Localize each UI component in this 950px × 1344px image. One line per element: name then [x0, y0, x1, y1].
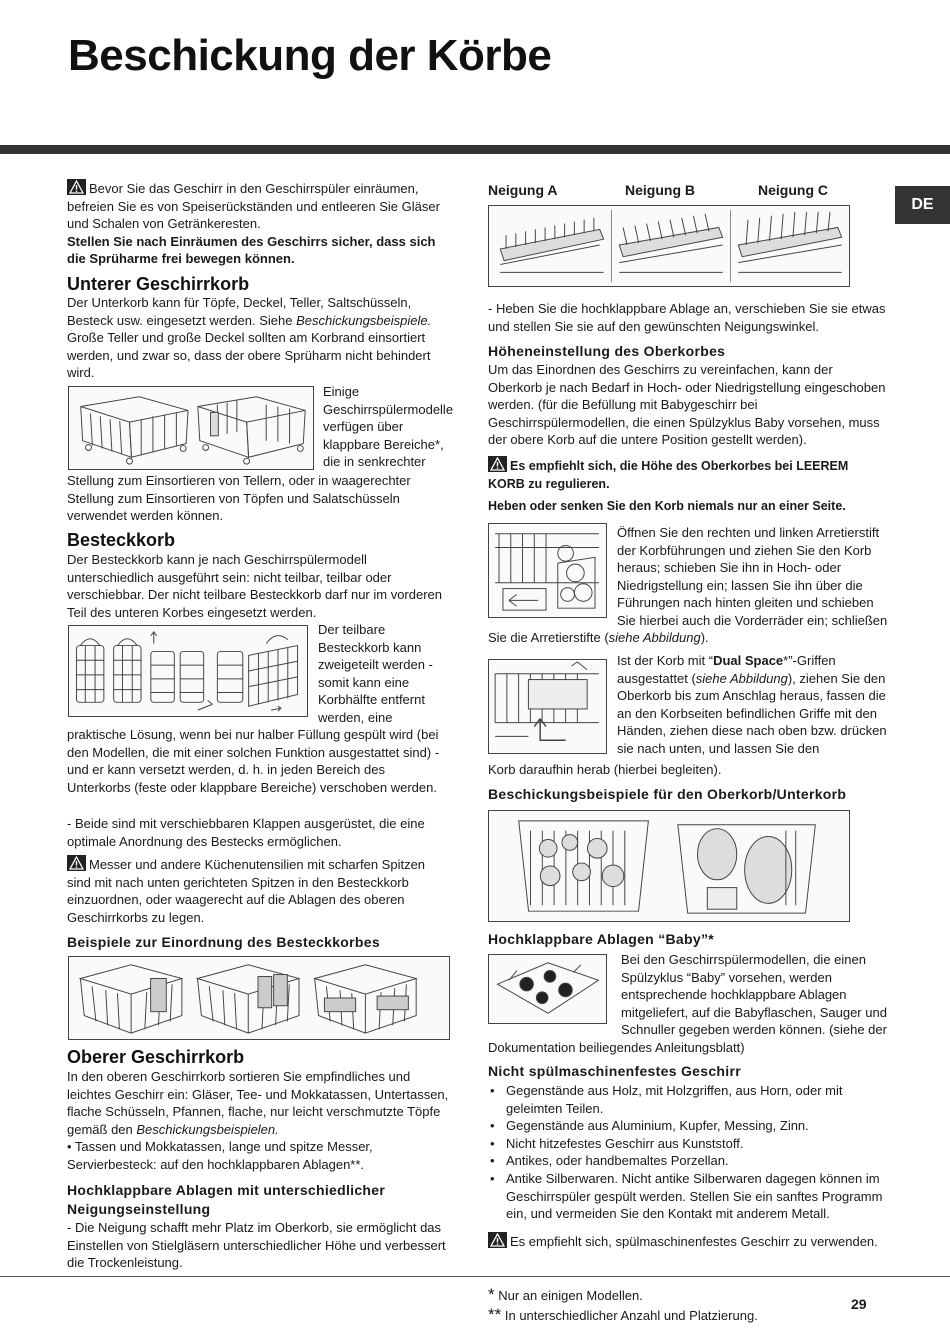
heading-beispiele: Beispiele zur Einordnung des Besteckkorbes	[67, 934, 380, 950]
warning-icon	[488, 1232, 507, 1248]
language-tab: DE	[895, 186, 950, 224]
besteckkorb-illustration	[69, 626, 307, 716]
besteck-cont: praktische Lösung, wenn bei nur halber Füllung gespült wird (bei den Modellen, die mit einer solchen Funktion ausgestattet sind) - und er kann versetzt werden, d. h. in jeden Bereich des Unterkorbs (feste oder klappbare Bereiche) verschoben werden.	[67, 727, 440, 795]
footer-rule	[0, 1276, 950, 1277]
beispiele-illustration	[69, 957, 449, 1039]
neigung-illustration	[489, 206, 849, 286]
besteck-p2: - Beide sind mit verschiebbaren Klappen ausgerüstet, die eine optimale Anordnung des Bestecks ermöglichen.	[67, 816, 425, 849]
label-neigung-c: Neigung C	[758, 182, 828, 198]
hoehe-warning	[488, 456, 888, 493]
unterkorb-illustration	[69, 387, 313, 469]
heading-hochklappbar-neigung: Hochklappbare Ablagen mit unterschiedlicher Neigungseinstellung	[67, 1182, 386, 1217]
warning-icon	[488, 456, 507, 472]
footnote-star-1: *	[488, 1285, 495, 1304]
footnote-text-1: Nur an einigen Modellen.	[498, 1288, 643, 1303]
heading-oberer-korb: Oberer Geschirrkorb	[67, 1047, 245, 1067]
nicht-spuelfest-list	[488, 1082, 888, 1223]
footnote-text-2: In unterschiedlicher Anzahl und Platzierung.	[504, 1308, 758, 1323]
beschickung-illustration	[489, 811, 849, 921]
oberer-text	[67, 1068, 451, 1174]
page-number: 29	[851, 1296, 867, 1312]
list-item: • Antikes, oder handbemaltes Porzellan.	[488, 1152, 888, 1170]
unterer-text	[67, 294, 451, 382]
unterer-side-text: Einige Geschirrspülermodelle verfügen über klappbare Bereiche*, die in senkrechter	[323, 384, 454, 470]
hoehe-bold-note: Heben oder senken Sie den Korb niemals nur an einer Seite.	[488, 499, 846, 513]
unterer-cont: Stellung zum Einsortieren von Tellern, oder in waagerechter Stellung zum Einsortieren von Töpfen und Salatschüsseln verwendet werden können.	[67, 473, 411, 524]
oeffnen-cont-end: ).	[700, 630, 709, 645]
warning-icon	[67, 179, 86, 195]
figure-beispiele-besteckkorb	[68, 956, 450, 1040]
dual-rest: ), ziehen Sie den Oberkorb bis zum Anschlag heraus, fassen die an den Korbseiten befindlichen Griffe mit den Händen, ziehen diese nach oben bzw. drücken sie nach unten, und lassen Sie den	[617, 670, 887, 756]
oberer-p1-italic: Beschickungsbeispielen.	[136, 1121, 279, 1137]
figure-neigung	[488, 205, 850, 287]
warning-icon	[67, 855, 86, 871]
intro-block	[67, 179, 451, 268]
heading-hoehe: Höheneinstellung des Oberkorbes	[488, 343, 726, 359]
intro-bold: Stellen Sie nach Einräumen des Geschirrs sicher, dass sich die Sprüharme frei bewegen können.	[67, 233, 436, 267]
besteck-p1: Der Besteckkorb kann je nach Geschirrspülermodell unterschiedlich ausgeführt sein: nicht teilbar, teilbar oder verschiebbar. Der nicht teilbare Besteckkorb darf nur im vorderen Teil des unteren Korbes eingesetzt werden.	[67, 552, 443, 620]
baby-side-text: Bei den Geschirrspülermodellen, die einen Spülzyklus “Baby” vorsehen, werden entsprechende hochklappbare Ablagen mitgeliefert, auf die Babyflaschen, Sauger und Schnuller gegeben werden können. (siehe der	[621, 952, 887, 1038]
oeffnen-cont-text: Sie die Arretierstifte (	[488, 630, 609, 645]
intro-text: Bevor Sie das Geschirr in den Geschirrspüler einräumen, befreien Sie es von Speiserückständen und entleeren Sie Gläser und Schalen von Getränkeresten.	[67, 181, 440, 232]
oberer-p1: In den oberen Geschirrkorb sortieren Sie empfindliches und leichtes Geschirr ein: Gläser, Tee- und Mokkatassen, Untertassen, flache Schüsseln, Pfannen, flache, nur leicht verschmutzte Töpfe gemäß den	[67, 1069, 449, 1137]
heading-unterer-korb: Unterer Geschirrkorb	[67, 274, 250, 294]
figure-unterkorb-klappbar	[68, 386, 314, 470]
dual-pre: Ist der Korb mit “	[617, 653, 714, 668]
dual-cont: Korb daraufhin herab (hierbei begleiten).	[488, 762, 722, 777]
figure-besteckkorb	[68, 625, 308, 717]
heading-besteckkorb: Besteckkorb	[67, 530, 176, 550]
oberer-p2: • Tassen und Mokkatassen, lange und spitze Messer, Servierbesteck: auf den hochklappbaren Ablagen**.	[67, 1139, 373, 1172]
figure-baby-ablagen	[488, 954, 607, 1024]
nicht-warning	[488, 1232, 888, 1251]
oeffnen-cont-italic: siehe Abbildung	[608, 630, 701, 645]
besteck-warn-text: Messer und andere Küchenutensilien mit scharfen Spitzen sind mit nach unten gerichteten Spitzen in den Besteckkorb einzuordnen, oder waagerecht auf die Ablagen des oberen Geschirrkorbs zu legen.	[67, 857, 426, 925]
neigung-text: - Heben Sie die hochklappbare Ablage an, verschieben Sie sie etwas und stellen Sie sie auf den gewünschten Neigungswinkel.	[488, 301, 886, 334]
hoehe-text: Um das Einordnen des Geschirrs zu vereinfachen, kann der Oberkorb je nach Bedarf in Hoch- oder Niedrigstellung eingeschoben werden. (für die Befüllung mit Babygeschirr bei Geschirrspülermodellen, die einen Spülzyklus Baby vorsehen, muss der obere Korb auf die untere Position gestellt werden).	[488, 362, 886, 448]
dual-bold: Dual Space	[713, 653, 784, 668]
unterer-p2: Große Teller und große Deckel sollten am Korbrand einsortiert werden, und zwar so, dass der obere Sprüharm nicht behindert wird.	[67, 330, 431, 381]
list-item: • Nicht hitzefestes Geschirr aus Kunststoff.	[488, 1135, 888, 1153]
footnote-star-2: **	[488, 1305, 502, 1324]
header-rule	[0, 145, 950, 154]
dual-post: *”-Griffen ausgestattet (	[617, 653, 836, 686]
footnote-1	[488, 1285, 643, 1306]
label-neigung-a: Neigung A	[488, 182, 558, 198]
oeffnen-side-text: Öffnen Sie den rechten und linken Arretierstift der Korbführungen und ziehen Sie den Korb heraus; schieben Sie ihn in Hoch- oder Niedrigstellung ein; lassen Sie ihn über die Führungen nach hinten gleiten und schieben Sie hierbei auch die Vorderräder ein; schließen	[617, 525, 888, 628]
hochklapp-text: - Die Neigung schafft mehr Platz im Oberkorb, sie ermöglicht das Einstellen von Stielgläsern unterschiedlicher Höhe und verbessert die Trockenleistung.	[67, 1220, 446, 1271]
figure-arretierstift	[488, 523, 607, 618]
heading-baby: Hochklappbare Ablagen “Baby”*	[488, 931, 715, 947]
list-item: • Antike Silberwaren. Nicht antike Silberwaren dagegen können im Geschirrspüler gespült werden. Stellen Sie ein sanftes Programm ein, und vermeiden Sie den Kontakt mit anderem Metall.	[488, 1170, 888, 1223]
baby-cont: Dokumentation beiliegendes Anleitungsblatt)	[488, 1040, 745, 1055]
besteck-side-text: Der teilbare Besteckkorb kann zweigeteilt werden - somit kann eine Korbhälfte entfernt werden, eine	[318, 622, 433, 725]
unterer-p1: Der Unterkorb kann für Töpfe, Deckel, Teller, Saltschüsseln, Besteck usw. eingesetzt werden. Siehe	[67, 295, 412, 328]
heading-beschickungsbeispiele: Beschickungsbeispiele für den Oberkorb/Unterkorb	[488, 786, 847, 802]
heading-nicht-spuelfest: Nicht spülmaschinenfestes Geschirr	[488, 1063, 741, 1079]
nicht-warn-text: Es empfiehlt sich, spülmaschinenfestes Geschirr zu verwenden.	[510, 1234, 878, 1249]
footnote-2	[488, 1305, 758, 1326]
list-item: • Gegenstände aus Holz, mit Holzgriffen, aus Horn, oder mit geleimten Teilen.	[488, 1082, 888, 1117]
page-title: Beschickung der Körbe	[68, 31, 552, 80]
oeffnen-cont	[488, 629, 888, 647]
dual-italic: siehe Abbildung	[695, 670, 788, 686]
arretierstift-illustration	[489, 524, 606, 617]
dual-side-text	[617, 652, 889, 758]
label-neigung-b: Neigung B	[625, 182, 695, 198]
unterer-p1-italic: Beschickungsbeispiele.	[296, 312, 432, 328]
figure-beschickungsbeispiele	[488, 810, 850, 922]
list-item: • Gegenstände aus Aluminium, Kupfer, Messing, Zinn.	[488, 1117, 888, 1135]
dual-space-illustration	[489, 660, 606, 753]
baby-ablagen-illustration	[489, 955, 606, 1023]
hoehe-warn-text: Es empfiehlt sich, die Höhe des Oberkorbes bei LEEREM KORB zu regulieren.	[488, 459, 849, 491]
figure-dual-space	[488, 659, 607, 754]
besteck-warning	[67, 855, 451, 926]
